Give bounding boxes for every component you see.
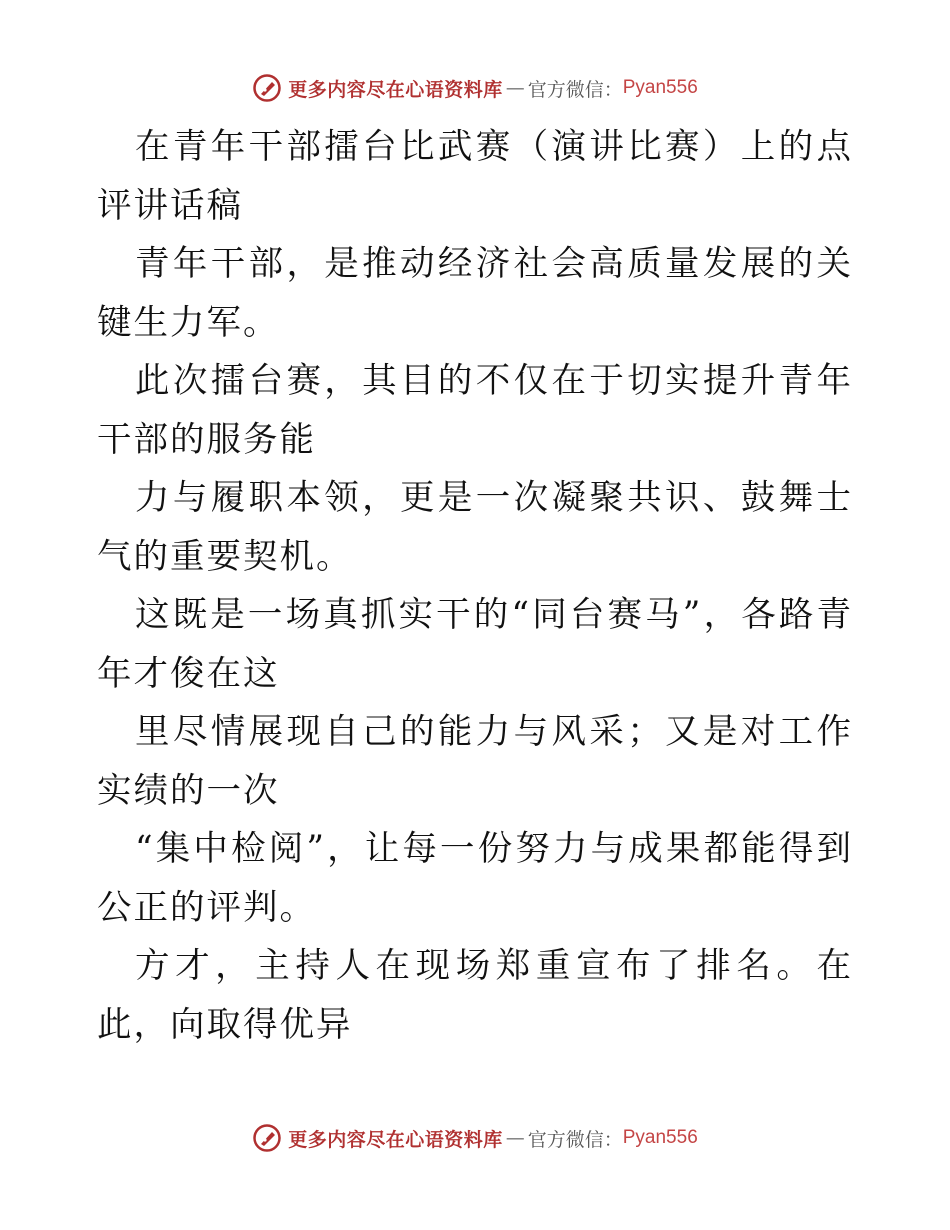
paragraph: “集中检阅”，让每一份努力与成果都能得到公正的评判。 (97, 829, 853, 928)
paragraph: 此次擂台赛，其目的不仅在于切实提升青年干部的服务能 (97, 361, 853, 460)
paragraph: 力与履职本领，更是一次凝聚共识、鼓舞士气的重要契机。 (97, 478, 853, 577)
paragraph: 里尽情展现自己的能力与风采；又是对工作实绩的一次 (97, 712, 853, 811)
header-wechat-label: 官方微信： (527, 78, 623, 101)
header-separator: — (505, 77, 525, 99)
header-banner (0, 73, 950, 103)
header-main-text: 更多内容尽在心语资料库 (288, 78, 503, 101)
paragraph: 方才，主持人在现场郑重宣布了排名。在此，向取得优异 (97, 946, 853, 1045)
document-title: 在青年干部擂台比武赛（演讲比赛）上的点评讲话稿 (97, 127, 853, 226)
footer-main-text: 更多内容尽在心语资料库 (288, 1128, 503, 1151)
pen-nib-icon (252, 73, 282, 103)
paragraph: 青年干部，是推动经济社会高质量发展的关键生力军。 (97, 244, 853, 343)
footer-separator: — (505, 1127, 525, 1149)
pen-nib-icon (252, 1123, 282, 1153)
document-body (97, 118, 853, 1054)
footer-wechat-id: Pyan556 (622, 1127, 698, 1148)
footer-wechat-label: 官方微信： (527, 1128, 623, 1151)
footer-banner (0, 1123, 950, 1153)
paragraph: 这既是一场真抓实干的“同台赛马”，各路青年才俊在这 (97, 595, 853, 694)
header-wechat-id: Pyan556 (622, 77, 698, 98)
